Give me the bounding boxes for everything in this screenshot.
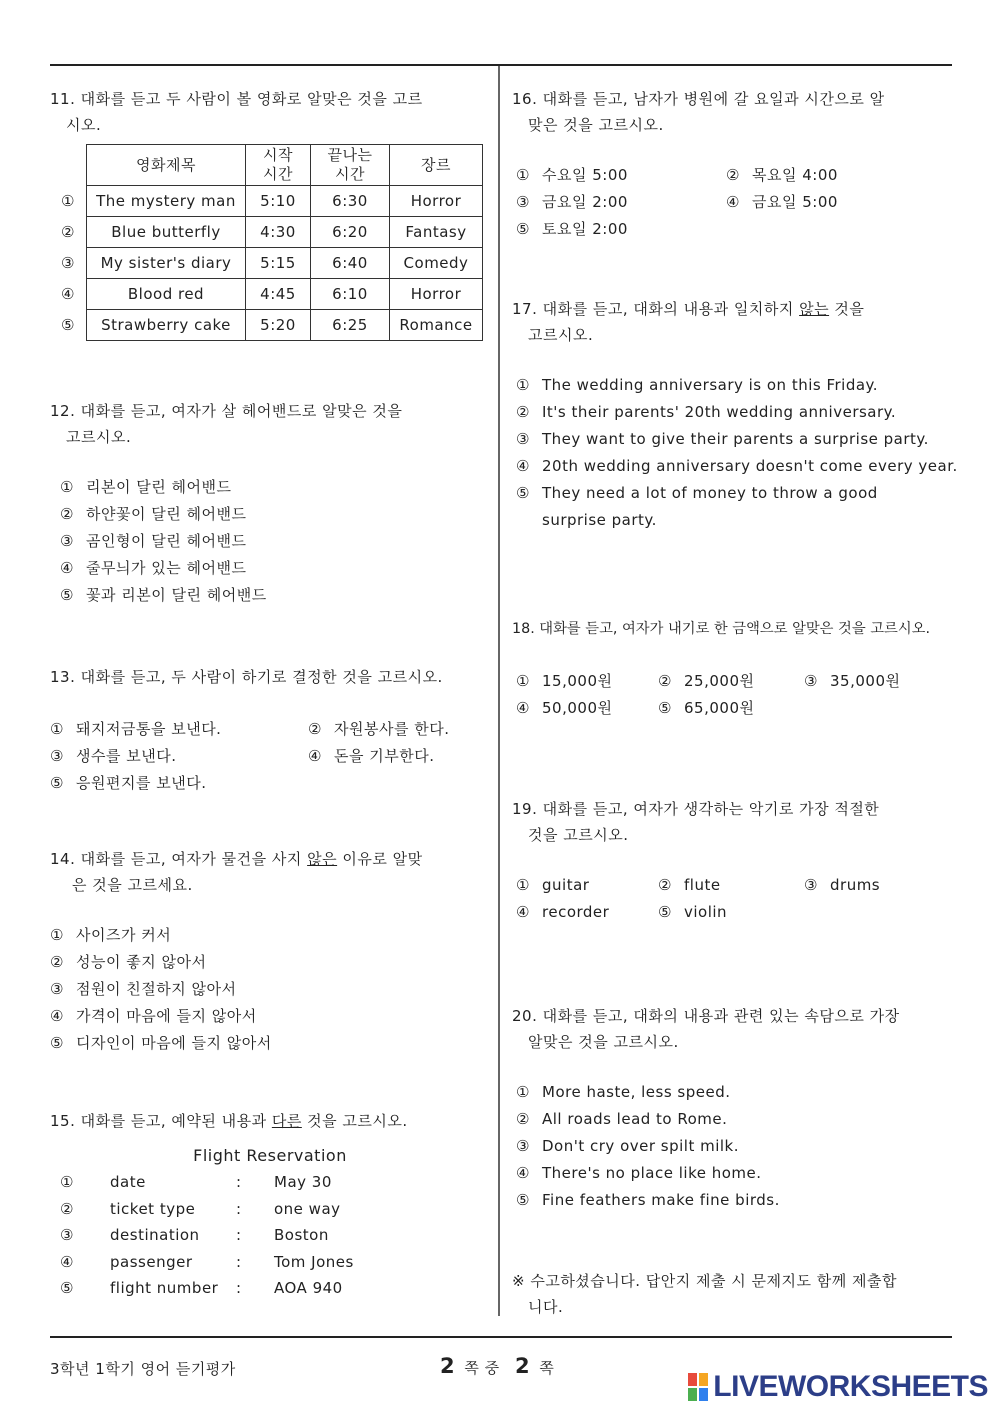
option-item[interactable]: ④ 가격이 마음에 들지 않아서 bbox=[50, 1007, 257, 1025]
movie-end: 6:20 bbox=[311, 217, 390, 248]
movie-end: 6:30 bbox=[311, 186, 390, 217]
logo-mark-icon bbox=[687, 1372, 709, 1402]
movie-genre: Fantasy bbox=[390, 217, 483, 248]
list-item[interactable]: ② ticket type : one way bbox=[60, 1199, 341, 1218]
option-item[interactable]: ③ 35,000원 bbox=[804, 672, 901, 690]
header-start: 시작 시간 bbox=[246, 145, 311, 186]
question-12-title: 12. 대화를 듣고, 여자가 살 헤어밴드로 알맞은 것을 고르시오. bbox=[50, 402, 403, 446]
option-item[interactable]: ⑤ 디자인이 마음에 들지 않아서 bbox=[50, 1034, 272, 1052]
header-end: 끝나는 시간 bbox=[311, 145, 390, 186]
option-item[interactable]: ② 목요일 4:00 bbox=[726, 166, 838, 184]
question-13-options bbox=[50, 716, 490, 797]
option-item[interactable]: ① 수요일 5:00 bbox=[516, 166, 628, 184]
option-item[interactable]: ③ They want to give their parents a surprise party. bbox=[516, 430, 929, 448]
option-number: ① bbox=[61, 192, 75, 210]
question-18-title: 18. 대화를 듣고, 여자가 내기로 한 금액으로 알맞은 것을 고르시오. bbox=[512, 621, 930, 637]
bottom-rule bbox=[50, 1336, 952, 1338]
question-17-title: 17. 대화를 듣고, 대화의 내용과 일치하지 않는 것을 고르시오. bbox=[512, 300, 865, 344]
movie-end: 6:40 bbox=[311, 248, 390, 279]
option-number: ② bbox=[61, 223, 75, 241]
page-word: 쪽 중 bbox=[464, 1359, 500, 1377]
movie-genre: Horror bbox=[390, 186, 483, 217]
option-number: ⑤ bbox=[61, 316, 75, 334]
question-13-title: 13. 대화를 듣고, 두 사람이 하기로 결정한 것을 고르시오. bbox=[50, 668, 443, 686]
option-item[interactable]: ③ 생수를 보낸다. bbox=[50, 747, 177, 765]
option-number: ③ bbox=[61, 254, 75, 272]
option-item[interactable]: ② It's their parents' 20th wedding anniversary. bbox=[516, 403, 897, 421]
movie-genre: Romance bbox=[390, 310, 483, 341]
option-item[interactable]: ③ Don't cry over spilt milk. bbox=[516, 1137, 740, 1155]
page-current: 2 bbox=[440, 1354, 456, 1378]
question-11 bbox=[50, 86, 490, 334]
question-14-title: 14. 대화를 듣고, 여자가 물건을 사지 않은 이유로 알맞 은 것을 고르세요. bbox=[50, 850, 423, 894]
option-item[interactable]: ② 자원봉사를 한다. bbox=[308, 720, 450, 738]
option-item[interactable]: ⑤ violin bbox=[658, 903, 728, 921]
movie-end: 6:25 bbox=[311, 310, 390, 341]
question-13 bbox=[50, 664, 490, 797]
list-item[interactable]: ④ passenger : Tom Jones bbox=[60, 1252, 354, 1271]
option-item[interactable]: ② 성능이 좋지 않아서 bbox=[50, 953, 207, 971]
table-row[interactable] bbox=[50, 186, 483, 217]
question-20 bbox=[512, 1003, 954, 1214]
option-item[interactable]: ③ 곰인형이 달린 헤어밴드 bbox=[60, 532, 247, 550]
movie-title: The mystery man bbox=[87, 186, 246, 217]
option-item[interactable]: ④ 50,000원 bbox=[516, 699, 613, 717]
option-item[interactable]: ① 사이즈가 커서 bbox=[50, 926, 172, 944]
option-item[interactable]: ④ 20th wedding anniversary doesn't come every year. bbox=[516, 457, 958, 475]
closing-note: ※ 수고하셨습니다. 답안지 제출 시 문제지도 함께 제출합 니다. bbox=[512, 1272, 897, 1316]
option-item[interactable]: ⑤ 65,000원 bbox=[658, 699, 755, 717]
table-row[interactable] bbox=[50, 279, 483, 310]
question-12-options bbox=[50, 474, 490, 609]
movie-title: Blue butterfly bbox=[87, 217, 246, 248]
column-divider bbox=[498, 66, 500, 1316]
question-11-title-line2: 시오. bbox=[66, 116, 102, 134]
question-19-title: 19. 대화를 듣고, 여자가 생각하는 악기로 가장 적절한 것을 고르시오. bbox=[512, 800, 880, 844]
option-item[interactable]: ③ 금요일 2:00 bbox=[516, 193, 628, 211]
table-row[interactable] bbox=[50, 217, 483, 248]
movie-title: My sister's diary bbox=[87, 248, 246, 279]
question-17-options bbox=[512, 372, 958, 534]
question-15 bbox=[50, 1108, 490, 1302]
option-item[interactable]: ② 25,000원 bbox=[658, 672, 755, 690]
movie-start: 4:30 bbox=[246, 217, 311, 248]
liveworksheets-logo[interactable] bbox=[687, 1370, 988, 1404]
option-number: ④ bbox=[61, 285, 75, 303]
option-item[interactable]: ⑤ 응원편지를 보낸다. bbox=[50, 774, 207, 792]
movie-genre: Horror bbox=[390, 279, 483, 310]
movie-start: 4:45 bbox=[246, 279, 311, 310]
page-word-2: 쪽 bbox=[539, 1359, 555, 1377]
question-20-title: 20. 대화를 듣고, 대화의 내용과 관련 있는 속담으로 가장 알맞은 것을 고르시오. bbox=[512, 1007, 900, 1051]
option-item[interactable]: ⑤ 토요일 2:00 bbox=[516, 220, 628, 238]
question-12 bbox=[50, 398, 490, 609]
option-item[interactable]: ④ recorder bbox=[516, 903, 610, 921]
table-row[interactable] bbox=[50, 310, 483, 341]
question-15-title: 15. 대화를 듣고, 예약된 내용과 다른 것을 고르시오. bbox=[50, 1112, 408, 1130]
movie-start: 5:10 bbox=[246, 186, 311, 217]
option-item[interactable]: ① The wedding anniversary is on this Friday. bbox=[516, 376, 879, 394]
option-item[interactable]: ① More haste, less speed. bbox=[516, 1083, 731, 1101]
option-item[interactable]: ④ There's no place like home. bbox=[516, 1164, 762, 1182]
question-16-options bbox=[512, 162, 954, 243]
option-item[interactable]: ① guitar bbox=[516, 876, 590, 894]
page-total: 2 bbox=[514, 1354, 531, 1378]
top-rule bbox=[50, 64, 952, 66]
question-19-options bbox=[512, 872, 954, 926]
header-genre: 장르 bbox=[390, 145, 483, 186]
option-item[interactable]: ⑤ They need a lot of money to throw a good bbox=[516, 484, 878, 502]
option-item[interactable]: ③ 점원이 친절하지 않아서 bbox=[50, 980, 237, 998]
option-item[interactable]: ③ drums bbox=[804, 876, 881, 894]
list-item[interactable]: ⑤ flight number : AOA 940 bbox=[60, 1279, 343, 1297]
flight-reservation bbox=[50, 1146, 490, 1302]
option-item[interactable]: ④ 금요일 5:00 bbox=[726, 193, 838, 211]
question-18-options bbox=[512, 668, 954, 722]
footer-page-indicator bbox=[440, 1354, 554, 1378]
option-item[interactable]: ④ 돈을 기부한다. bbox=[308, 747, 435, 765]
movie-end: 6:10 bbox=[311, 279, 390, 310]
movie-table-header bbox=[50, 145, 483, 186]
movie-start: 5:15 bbox=[246, 248, 311, 279]
footer-exam-title: 3학년 1학기 영어 듣기평가 bbox=[50, 1360, 236, 1378]
movie-title: Blood red bbox=[87, 279, 246, 310]
logo-text: LIVEWORKSHEETS bbox=[713, 1370, 988, 1403]
movie-title: Strawberry cake bbox=[87, 310, 246, 341]
question-14 bbox=[50, 846, 490, 1057]
table-row[interactable] bbox=[50, 248, 483, 279]
question-17 bbox=[512, 296, 958, 534]
option-item[interactable]: ① 15,000원 bbox=[516, 672, 613, 690]
option-item-continued: surprise party. bbox=[542, 511, 657, 529]
option-item[interactable]: ① 돼지저금통을 보낸다. bbox=[50, 720, 222, 738]
movie-genre: Comedy bbox=[390, 248, 483, 279]
option-item[interactable]: ① 리본이 달린 헤어밴드 bbox=[60, 478, 232, 496]
question-16 bbox=[512, 86, 954, 243]
header-title: 영화제목 bbox=[87, 145, 246, 186]
list-item[interactable]: ① date : May 30 bbox=[60, 1173, 332, 1191]
movie-start: 5:20 bbox=[246, 310, 311, 341]
question-16-title: 16. 대화를 듣고, 남자가 병원에 갈 요일과 시간으로 알 맞은 것을 고르시오. bbox=[512, 90, 885, 134]
list-item[interactable]: ③ destination : Boston bbox=[60, 1226, 329, 1244]
question-19 bbox=[512, 796, 954, 926]
question-11-title bbox=[50, 86, 490, 138]
option-item[interactable]: ② 하얀꽃이 달린 헤어밴드 bbox=[60, 505, 247, 523]
option-item[interactable]: ⑤ 꽃과 리본이 달린 헤어밴드 bbox=[60, 586, 267, 604]
question-11-title-line1: 11. 대화를 듣고 두 사람이 볼 영화로 알맞은 것을 고르 bbox=[50, 90, 423, 108]
movie-table bbox=[50, 144, 483, 341]
option-item[interactable]: ② All roads lead to Rome. bbox=[516, 1110, 728, 1128]
question-18 bbox=[512, 616, 954, 722]
option-item[interactable]: ② flute bbox=[658, 876, 721, 894]
option-item[interactable]: ④ 줄무늬가 있는 헤어밴드 bbox=[60, 559, 247, 577]
question-20-options bbox=[512, 1079, 954, 1214]
flight-reservation-title: Flight Reservation bbox=[193, 1146, 347, 1165]
option-item[interactable]: ⑤ Fine feathers make fine birds. bbox=[516, 1191, 780, 1209]
question-14-options bbox=[50, 922, 490, 1057]
